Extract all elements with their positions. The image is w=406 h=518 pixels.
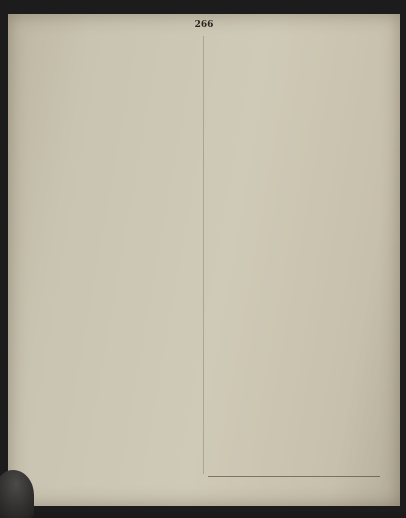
column-divider <box>203 36 204 474</box>
paragraph <box>26 36 198 43</box>
text-column-left <box>26 36 198 474</box>
paragraph <box>26 43 198 50</box>
paragraph <box>208 85 380 92</box>
footnote <box>208 479 380 501</box>
text-column-right <box>208 36 380 474</box>
paragraph <box>26 106 198 113</box>
paragraph <box>208 113 380 120</box>
paragraph <box>26 92 198 99</box>
page-number: 266 <box>194 20 214 30</box>
paragraph <box>26 71 198 78</box>
paragraph <box>26 85 198 92</box>
paragraph <box>208 36 380 43</box>
paragraph <box>208 134 380 141</box>
paragraph <box>208 50 380 57</box>
paragraph <box>208 43 380 50</box>
paragraph <box>26 64 198 71</box>
book-page <box>8 14 400 506</box>
paragraph <box>26 57 198 64</box>
paragraph <box>26 113 198 120</box>
paragraph <box>26 50 198 57</box>
paragraph <box>208 120 380 127</box>
footnote-divider <box>208 476 380 477</box>
paragraph <box>208 57 380 64</box>
paragraph <box>208 127 380 134</box>
paragraph <box>208 78 380 85</box>
paragraph <box>208 106 380 113</box>
paragraph <box>26 99 198 106</box>
paragraph <box>26 78 198 85</box>
paragraph <box>208 64 380 71</box>
paragraph <box>208 99 380 106</box>
paragraph <box>208 71 380 78</box>
paragraph <box>208 92 380 99</box>
